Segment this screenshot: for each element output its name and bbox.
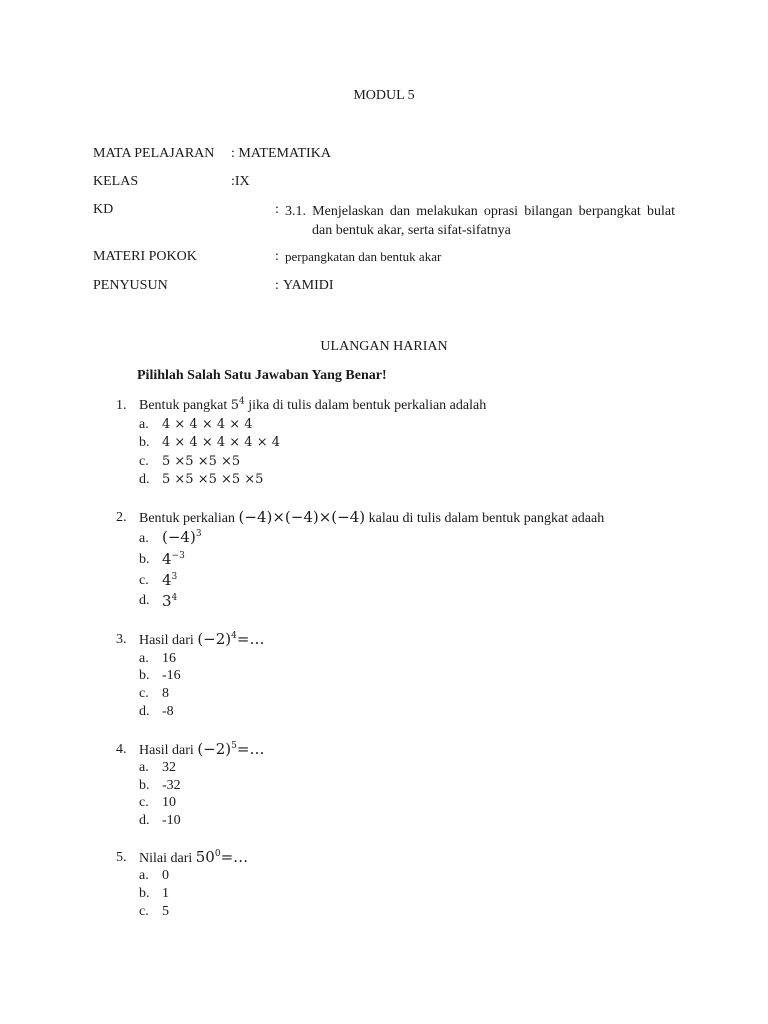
option-label: b.: [139, 778, 150, 793]
kd-label: KD: [93, 202, 114, 217]
penyusun-value: YAMIDI: [283, 278, 334, 293]
penyusun-label: PENYUSUN: [93, 278, 168, 293]
math-expression: $50^0=\dots$: [195, 848, 249, 866]
question-number: 4.: [116, 742, 127, 757]
option-value: 5 ×5 ×5 ×5 ×5: [162, 472, 264, 487]
materi-pokok-colon: :: [275, 249, 279, 264]
option-label: d.: [139, 472, 150, 487]
section-title: ULANGAN HARIAN: [320, 339, 448, 354]
option-value: 0: [162, 868, 169, 883]
option-label: b.: [139, 886, 150, 901]
option-label: c.: [139, 904, 149, 919]
option-label: a.: [139, 868, 149, 883]
option-value: -16: [162, 668, 181, 683]
option-label: d.: [139, 593, 150, 608]
option-value: 16: [162, 651, 176, 666]
option-value: 4 × 4 × 4 × 4: [162, 417, 253, 432]
option-value: 5 ×5 ×5 ×5: [162, 454, 241, 469]
kelas-label: KELAS: [93, 174, 139, 189]
question-number: 3.: [116, 632, 127, 647]
option-value: 4 × 4 × 4 × 4 × 4: [162, 435, 280, 450]
materi-pokok-label: MATERI POKOK: [93, 249, 197, 264]
question-text: Hasil dari $(-2)^5=\dots$: [139, 740, 265, 758]
option-label: a.: [139, 651, 149, 666]
option-label: c.: [139, 454, 149, 469]
option-value: 5: [162, 904, 169, 919]
math-expression: (−4)×(−4)×(−4): [238, 508, 366, 526]
option-label: b.: [139, 668, 150, 683]
question-text: Nilai dari $50^0=\dots$: [139, 848, 249, 866]
option-value: -32: [162, 778, 181, 793]
question-number: 1.: [116, 398, 127, 413]
option-label: c.: [139, 686, 149, 701]
option-label: c.: [139, 795, 149, 810]
question-number: 5.: [116, 850, 127, 865]
option-label: c.: [139, 573, 149, 588]
math-expression: $(-2)^4=\dots$: [197, 630, 265, 648]
option-value: -8: [162, 704, 174, 719]
question-number: 2.: [116, 510, 127, 525]
option-label: b.: [139, 435, 150, 450]
instruction-text: Pilihlah Salah Satu Jawaban Yang Benar!: [137, 368, 387, 383]
option-value: $4^{-3}$: [162, 550, 185, 568]
option-value: 32: [162, 760, 176, 775]
penyusun-colon: :: [275, 278, 279, 293]
option-value: -10: [162, 813, 181, 828]
math-expression: $(-2)^5=\dots$: [197, 740, 265, 758]
math-expression: $5^4$: [230, 396, 245, 413]
option-value: $(-4)^3$: [162, 528, 202, 546]
mata-pelajaran-label: MATA PELAJARAN: [93, 146, 215, 161]
option-label: d.: [139, 704, 150, 719]
option-value: 8: [162, 686, 169, 701]
question-text: Bentuk perkalian (−4)×(−4)×(−4) kalau di tulis dalam bentuk pangkat adaah: [139, 508, 605, 526]
question-text: Hasil dari $(-2)^4=\dots$: [139, 630, 265, 648]
option-label: a.: [139, 760, 149, 775]
kelas-value: :IX: [231, 174, 250, 189]
option-label: d.: [139, 813, 150, 828]
option-value: 10: [162, 795, 176, 810]
kd-value: [285, 202, 675, 240]
option-value: $3^4$: [162, 592, 178, 610]
option-value: 1: [162, 886, 169, 901]
option-value: $4^3$: [162, 571, 178, 589]
option-label: a.: [139, 417, 149, 432]
option-label: b.: [139, 552, 150, 567]
question-text: Bentuk pangkat $5^4$ jika di tulis dalam bentuk perkalian adalah: [139, 396, 487, 413]
option-label: a.: [139, 531, 149, 546]
materi-pokok-value: perpangkatan dan bentuk akar: [285, 249, 442, 264]
kd-line-1: 3.1. Menjelaskan dan melakukan oprasi bilangan berpangkat bulat: [285, 204, 675, 219]
page-title: MODUL 5: [353, 88, 415, 103]
mata-pelajaran-value: : MATEMATIKA: [231, 146, 331, 161]
kd-line-2: dan bentuk akar, serta sifat-sifatnya: [312, 223, 511, 238]
kd-colon: :: [275, 202, 279, 217]
